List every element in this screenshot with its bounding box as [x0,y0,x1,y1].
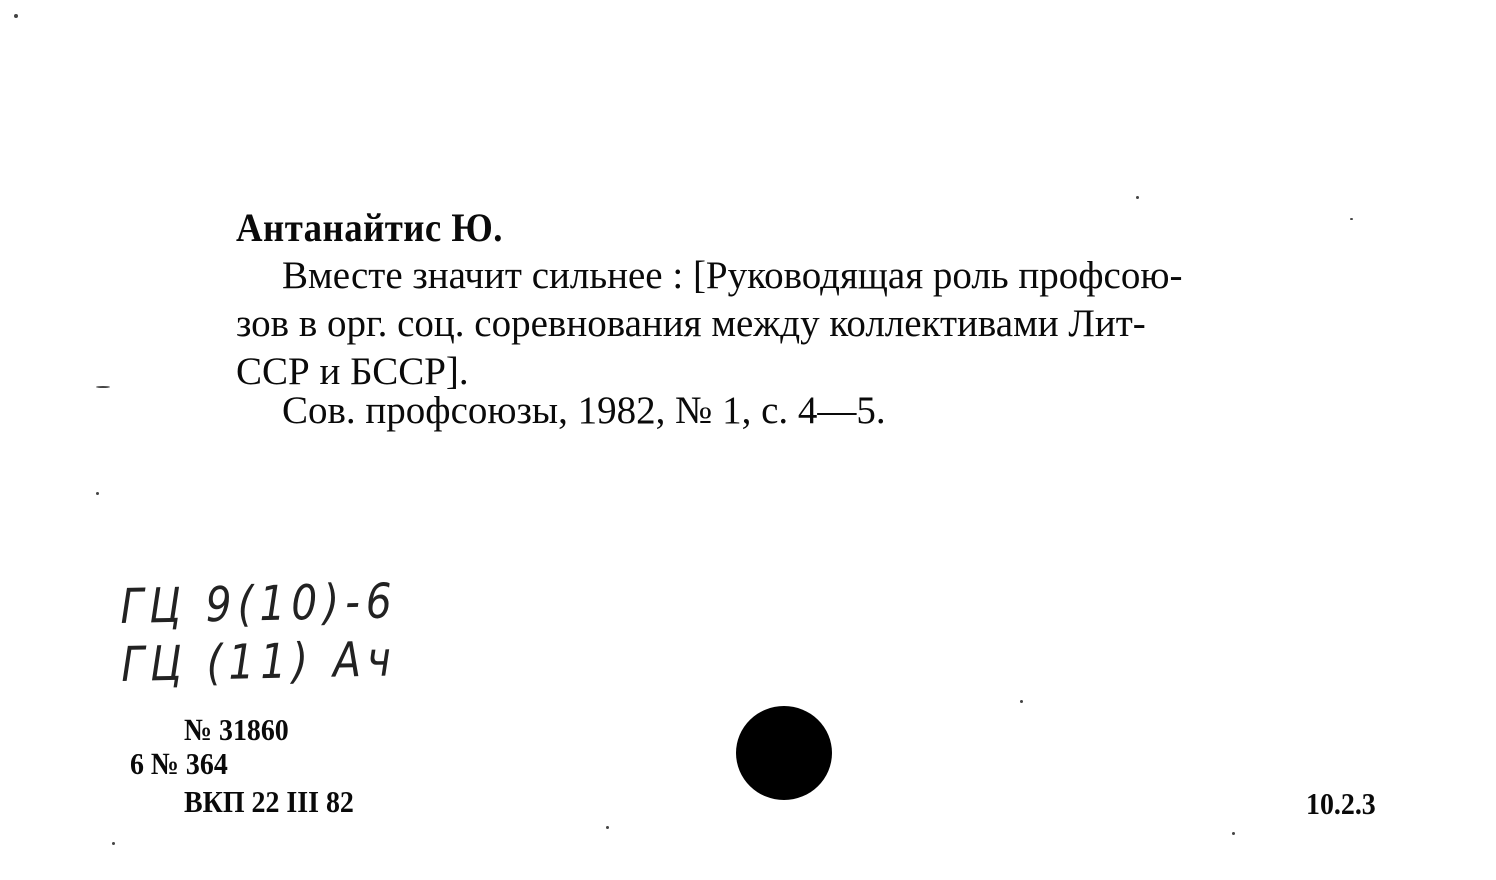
title-description [236,252,1411,396]
handwritten-line: ГЦ 9(10)-6 [120,573,399,635]
speck [96,386,110,388]
handwritten-line: ГЦ (11) Ач [120,631,398,693]
title-line: зов в орг. соц. соревнования между коллективами Лит- [236,302,1146,345]
stamp-registry: ВКП 22 III 82 [184,784,354,819]
stamp-issue: 6 № 364 [130,746,228,781]
speck [1350,218,1353,220]
speck [96,492,99,495]
handwritten-shelfmark [120,572,399,694]
author-heading: Антанайтис Ю. [236,205,503,250]
speck [14,14,18,18]
card-punch-hole [736,706,832,800]
speck [606,826,609,829]
stamp-number: № 31860 [184,712,289,747]
speck [1136,196,1139,199]
title-line: ССР и БССР]. [236,350,469,393]
title-line: Вместе значит сильнее : [Руководящая роль профсою- [282,254,1183,297]
speck [1232,832,1235,835]
classification-code: 10.2.3 [1306,786,1376,821]
speck [1020,700,1023,703]
source-citation: Сов. профсоюзы, 1982, № 1, с. 4—5. [282,389,886,432]
speck [112,842,115,845]
